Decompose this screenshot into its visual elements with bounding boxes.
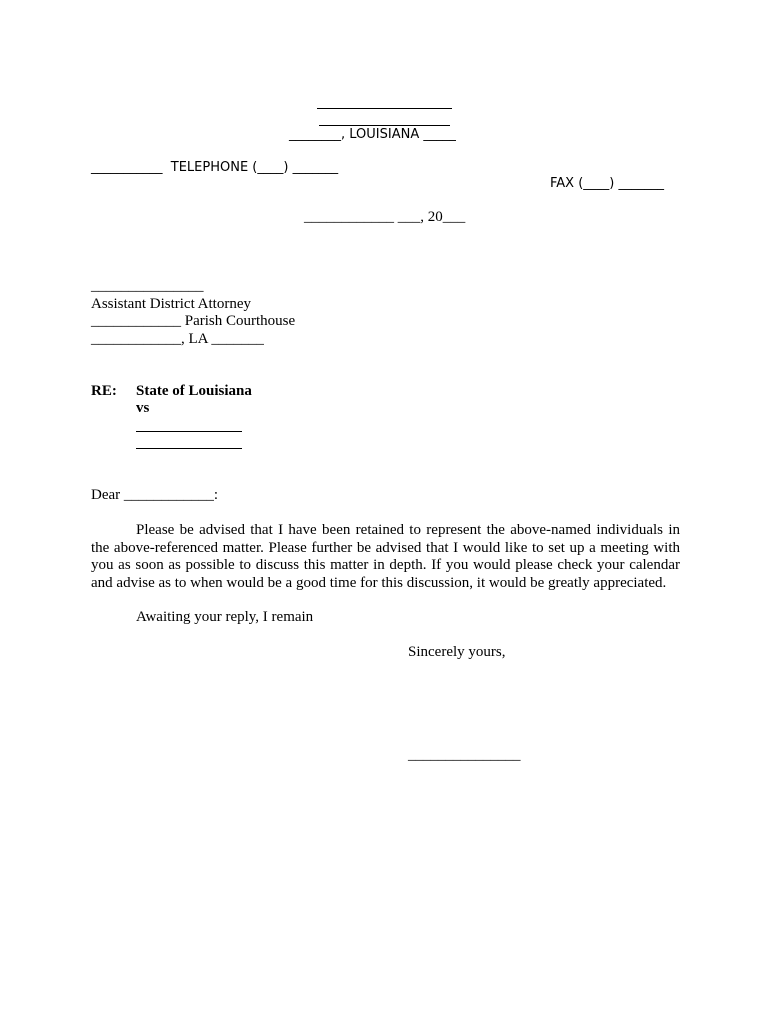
re-party-line-1 <box>136 431 242 432</box>
body-paragraph: Please be advised that I have been retained to represent the above-named individuals in the above-referenced matter. Please further be advised that I would like to set up a meeting with you as soon as possible to discuss this matter in depth. If you would please check your calendar and advise as to when would be a good time for this discussion, it would be greatly appreciated. <box>91 522 680 591</box>
letterhead-city-state: ________, LOUISIANA _____ <box>289 127 456 142</box>
salutation: Dear ____________: <box>91 487 219 503</box>
re-label: RE: <box>91 383 117 399</box>
closing-line: Awaiting your reply, I remain <box>136 609 314 625</box>
date-line: ____________ ___, 20___ <box>304 209 466 225</box>
letterhead-name-line-1 <box>317 108 452 109</box>
sign-off: Sincerely yours, <box>408 644 506 660</box>
signature-blank: _______________ <box>408 747 521 763</box>
recipient-courthouse: ____________ Parish Courthouse <box>91 313 296 329</box>
letterhead-telephone: ___________ TELEPHONE (____) _______ <box>91 160 339 175</box>
recipient-title: Assistant District Attorney <box>91 296 251 312</box>
re-party-line-2 <box>136 448 242 449</box>
re-line-2: vs <box>136 400 150 416</box>
letterhead-fax: FAX (____) _______ <box>550 176 664 191</box>
recipient-name-blank: _______________ <box>91 278 204 294</box>
recipient-city: ____________, LA _______ <box>91 331 264 347</box>
re-line-1: State of Louisiana <box>136 383 252 399</box>
letterhead-name-line-2 <box>319 125 450 126</box>
